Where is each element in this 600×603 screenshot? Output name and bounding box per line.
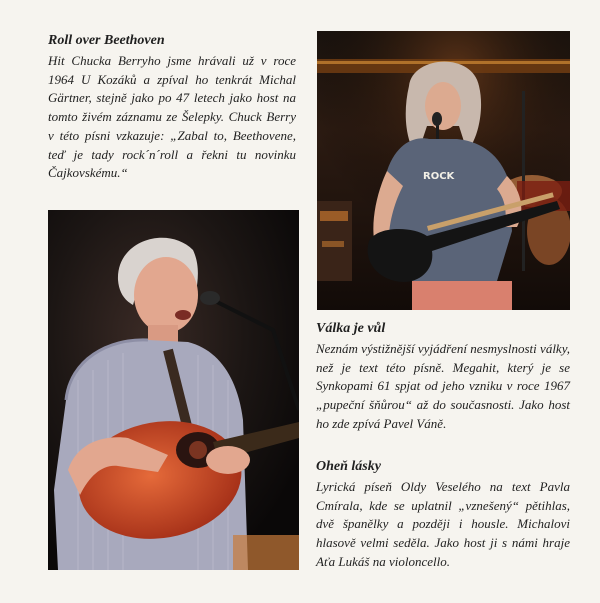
section-body: Neznám výstižnější vyjádření nesmyslnosti války, než je text této písně. Megahit, který je se Synkopami 61 spjat od jeho vzniku v roce 1967 „pupeční šňůrou“ až do současnosti. Jako host ho zde zpívá Pavel Váně. xyxy=(316,341,570,431)
section-title: Válka je vůl xyxy=(316,321,386,336)
bass-player-illustration xyxy=(317,31,570,310)
section-ohen-lasky xyxy=(316,458,570,572)
singer-guitarist-illustration xyxy=(48,210,299,570)
photo-bass-player xyxy=(317,31,570,310)
shirt-print-text: ROCK xyxy=(423,171,455,182)
section-roll-over-beethoven xyxy=(48,32,296,183)
section-title: Roll over Beethoven xyxy=(48,33,165,48)
section-body: Lyrická píseň Oldy Veselého na text Pavla Cmírala, kde se uplatnil „vznešený“ pětihlas, dvě španělky a později i housle. Michalovi hlasově velmi seděla. Jako host ji s námi hraje Aťa Lukáš na violoncello. xyxy=(316,479,570,569)
section-title: Oheň lásky xyxy=(316,459,381,474)
section-body: Hit Chucka Berryho jsme hrávali už v roce 1964 U Kozáků a zpíval ho tenkrát Michal Gärtner, stejně jako po 47 letech jako host na tomto živém záznamu ze Šelepky. Chuck Berry v této písni vzkazuje: „Zabal to, Beethovene, teď je tady rock´n´roll a řekni tu novinku Čajkovskému.“ xyxy=(48,53,296,181)
photo-singer-guitarist xyxy=(48,210,299,570)
section-valka-je-vul xyxy=(316,320,570,434)
